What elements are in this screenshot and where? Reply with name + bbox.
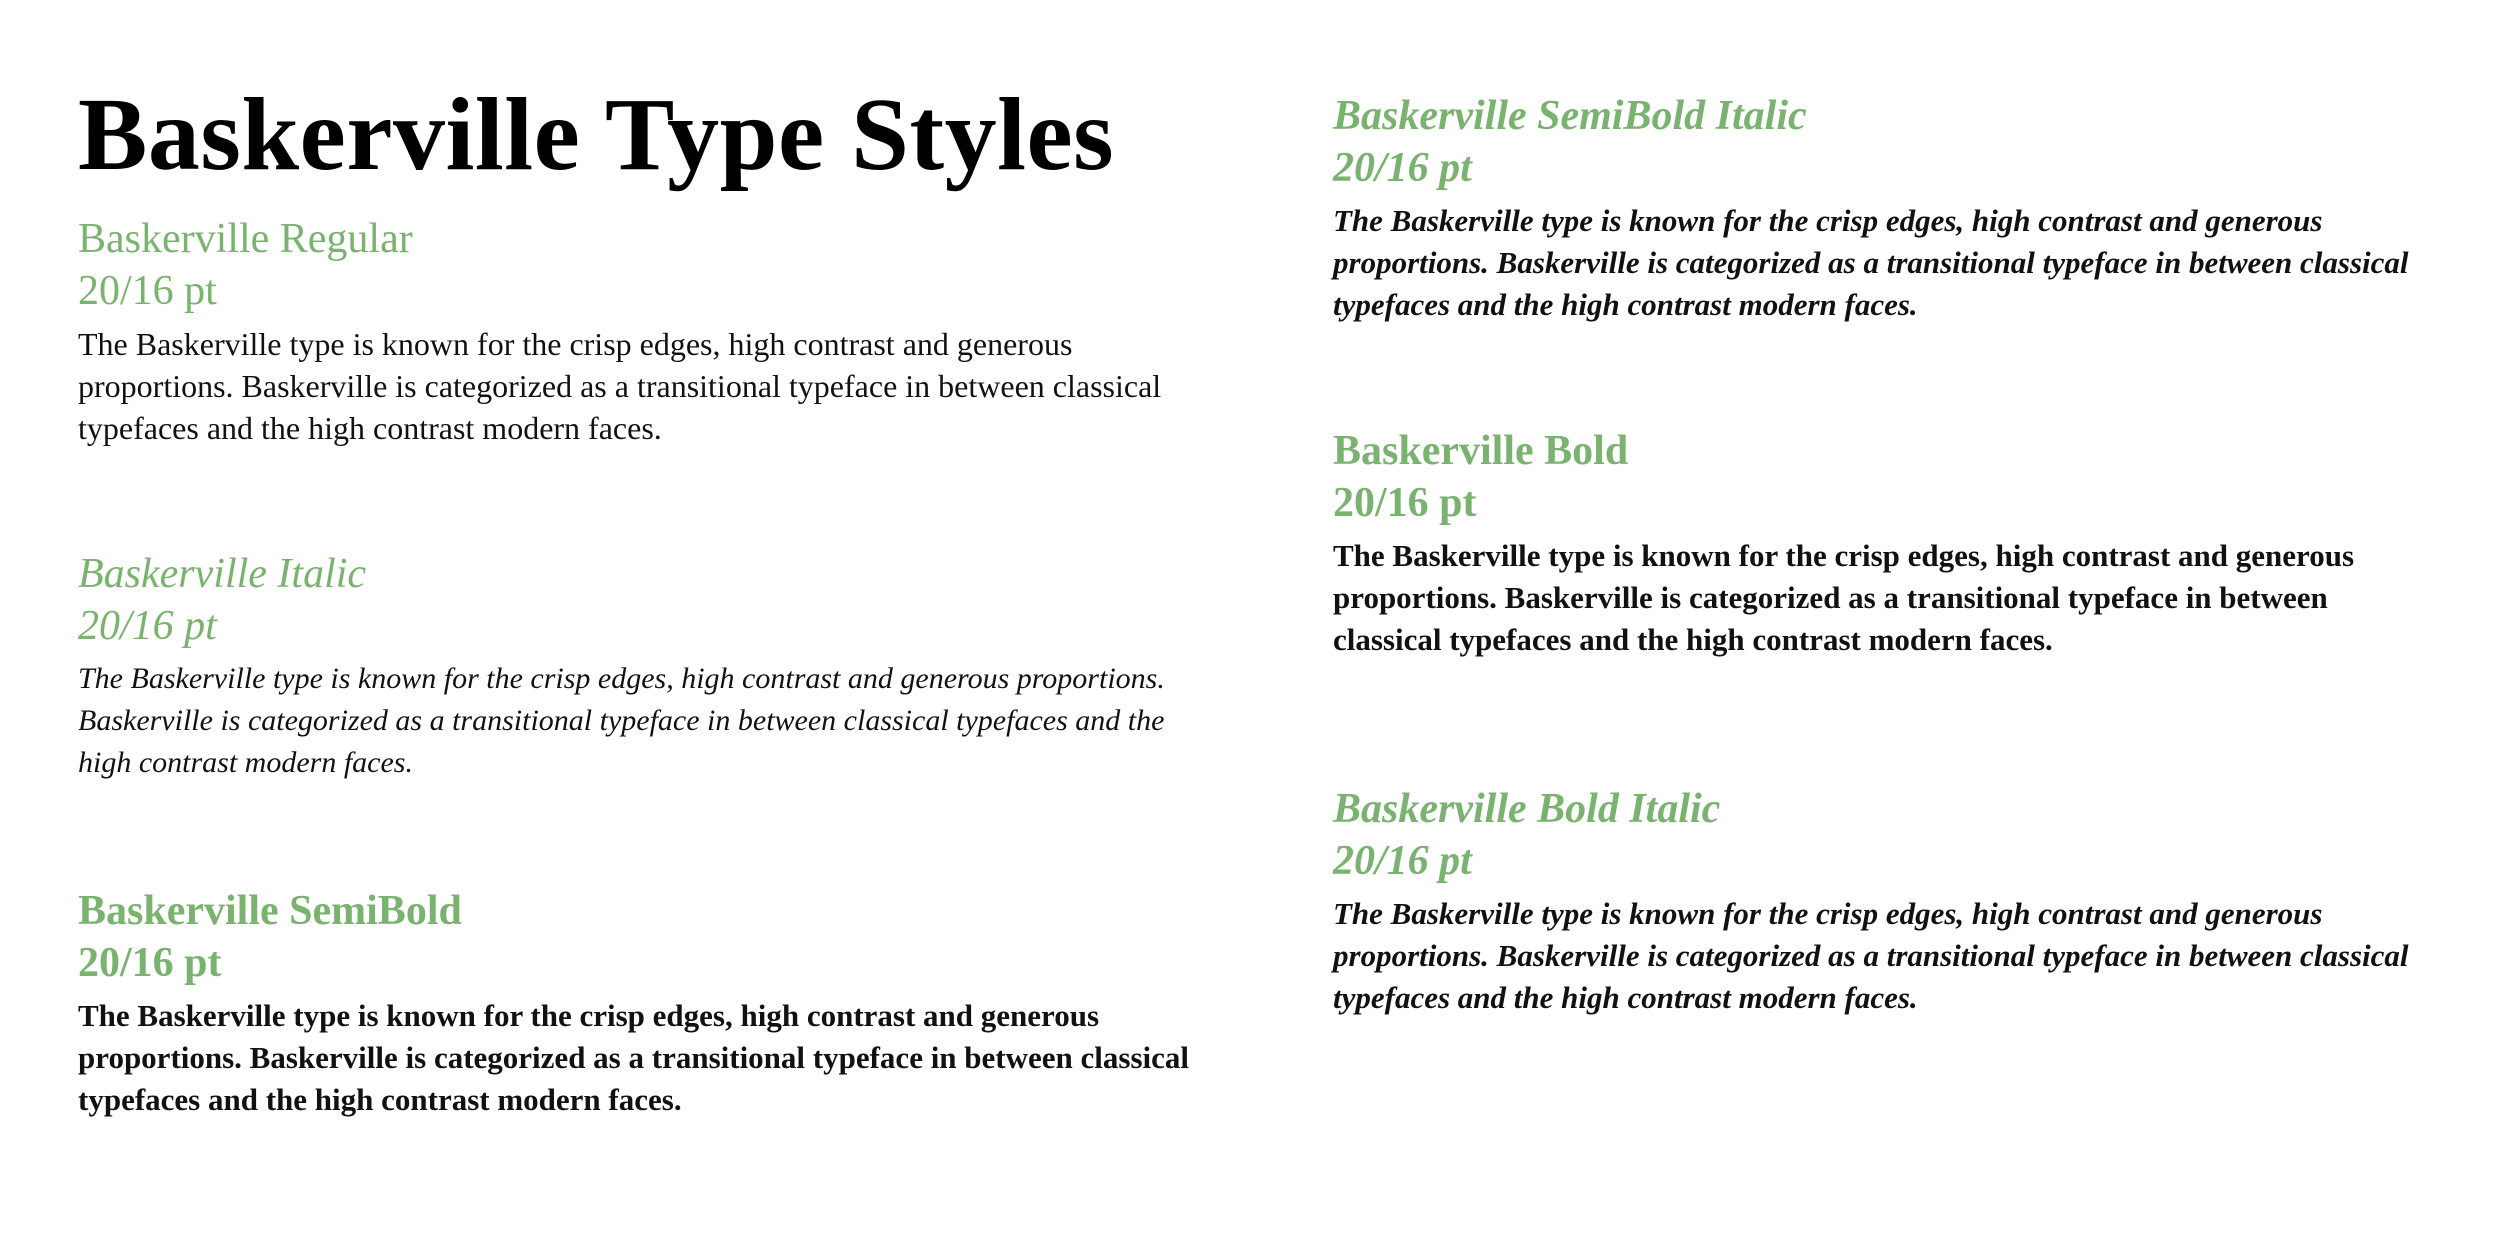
style-name: Baskerville Bold (1333, 428, 1629, 474)
style-section-semibold-italic (1333, 90, 2443, 326)
style-section-semibold (78, 885, 1208, 1121)
style-name: Baskerville Regular (78, 216, 413, 262)
style-section-bold (1333, 425, 2443, 661)
style-sample-text: The Baskerville type is known for the crisp edges, high contrast and generous proportions. Baskerville is categorized as a transitional typeface in between classical typefaces and the high contrast modern faces. (1333, 538, 2355, 657)
style-sample-text: The Baskerville type is known for the crisp edges, high contrast and generous proportions. Baskerville is categorized as a transitional typeface in between classical typefaces and the high contrast modern faces. (78, 662, 1165, 779)
style-section-italic (78, 548, 1208, 784)
style-size: 20/16 pt (1333, 838, 1472, 884)
style-name: Baskerville Italic (78, 551, 367, 597)
style-sample-text: The Baskerville type is known for the crisp edges, high contrast and generous proportions. Baskerville is categorized as a transitional typeface in between classical typefaces and the high contrast modern faces. (78, 998, 1190, 1117)
style-sample-text: The Baskerville type is known for the crisp edges, high contrast and generous proportions. Baskerville is categorized as a transitional typeface in between classical typefaces and the high contrast modern faces. (78, 326, 1162, 446)
style-size: 20/16 pt (1333, 480, 1477, 526)
style-size: 20/16 pt (78, 940, 222, 986)
style-name: Baskerville SemiBold (78, 888, 462, 934)
style-section-regular (78, 213, 1208, 449)
style-sample-text: The Baskerville type is known for the crisp edges, high contrast and generous proportions. Baskerville is categorized as a transitional typeface in between classical typefaces and the high contrast modern faces. (1333, 896, 2409, 1015)
style-sample-text: The Baskerville type is known for the crisp edges, high contrast and generous proportions. Baskerville is categorized as a transitional typeface in between classical typefaces and the high contrast modern faces. (1333, 203, 2409, 322)
style-name: Baskerville Bold Italic (1333, 786, 1721, 832)
page-title: Baskerville Type Styles (78, 77, 1115, 192)
style-name: Baskerville SemiBold Italic (1333, 93, 1807, 139)
style-section-bold-italic (1333, 783, 2443, 1019)
style-size: 20/16 pt (1333, 145, 1472, 191)
style-size: 20/16 pt (78, 603, 217, 649)
style-size: 20/16 pt (78, 268, 217, 314)
